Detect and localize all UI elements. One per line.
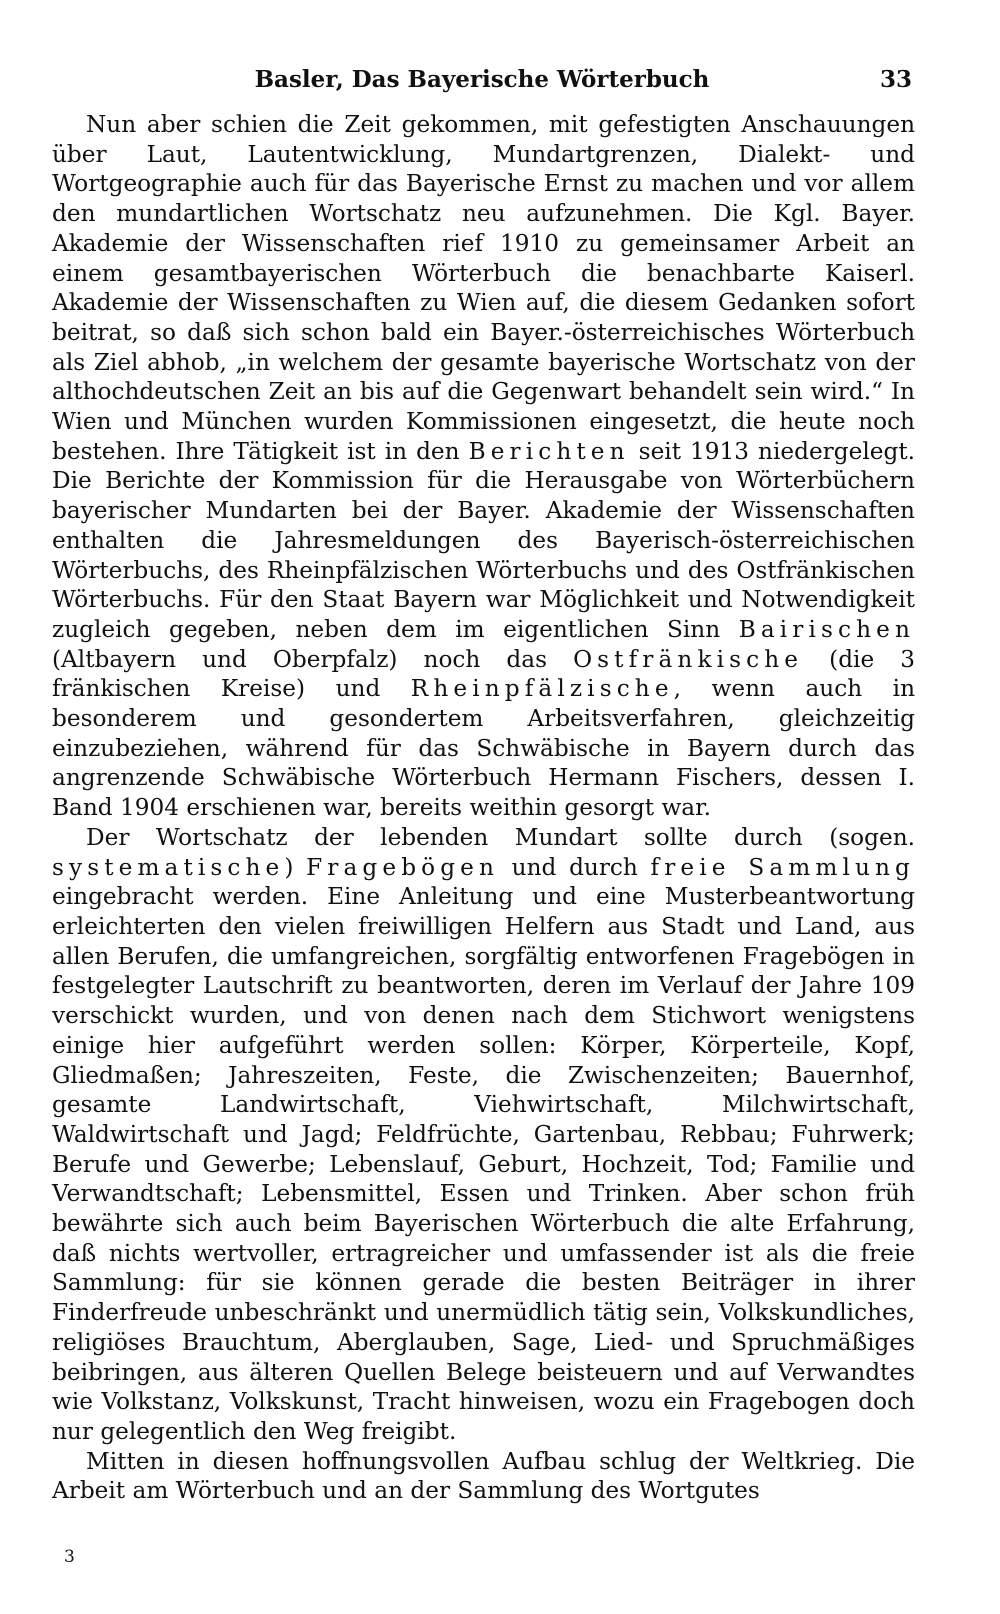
text-run: ) <box>284 853 307 881</box>
paragraph <box>52 823 915 1447</box>
text-run: (Altbayern und Oberpfalz) noch das <box>52 645 574 673</box>
paragraph <box>52 110 915 823</box>
paragraph <box>52 1447 915 1506</box>
text-run: und durch <box>499 853 651 881</box>
spaced-term: Berichten <box>468 437 630 465</box>
spaced-term: freie Sammlung <box>650 853 915 881</box>
spaced-term: Ostfränkische <box>573 645 804 673</box>
text-run: seit 1913 niedergelegt. Die Berichte der Kommission für die Herausgabe von Wörterbüchern bayerischer Mundarten bei der Bayer. Akademie der Wissenschaften enthalten die Jahresmeldungen des Bayerisch-österreichischen Wörterbuchs, des Rheinpfälzischen Wörterbuchs und des Ostfränkischen Wörterbuchs. Für den Staat Bayern war Möglichkeit und Notwendigkeit zugleich gegeben, neben dem im eigentlichen Sinn <box>52 437 916 643</box>
running-title: Basler, Das Bayerische Wörterbuch <box>254 66 710 93</box>
page-number: 33 <box>879 66 912 93</box>
spaced-term: Rheinpfälzische <box>410 675 674 703</box>
body-text <box>52 110 915 1506</box>
text-run: Mitten in diesen hoffnungsvollen Aufbau schlug der Weltkrieg. Die Arbeit am Wörterbuch und an der Sammlung des Wortgutes <box>52 1447 915 1505</box>
spaced-term: Bairischen <box>738 615 915 643</box>
text-run: Nun aber schien die Zeit gekommen, mit gefestigten Anschauungen über Laut, Lautentwicklung, Mundartgrenzen, Dialekt- und Wortgeographie auch für das Bayerische Ernst zu machen und vor allem den mundartlichen Wortschatz neu aufzunehmen. Die Kgl. Bayer. Akademie der Wissenschaften rief 1910 zu gemeinsamer Arbeit an einem gesamtbayerischen Wörterbuch die benachbarte Kaiserl. Akademie der Wissenschaften zu Wien auf, die diesem Gedanken sofort beitrat, so daß sich schon bald ein Bayer.-österreichisches Wörterbuch als Ziel abhob, „in welchem der gesamte bayerische Wortschatz von der althochdeutschen Zeit an bis auf die Gegenwart behandelt sein wird.“ In Wien und München wurden Kommissionen eingesetzt, die heute noch bestehen. Ihre Tätigkeit ist in den <box>52 111 915 465</box>
page-header <box>52 64 912 100</box>
spaced-term: Fragebögen <box>306 853 500 881</box>
text-run: eingebracht werden. Eine Anleitung und eine Musterbeantwortung erleichterten den vielen freiwilligen Helfern aus Stadt und Land, aus allen Berufen, die umfangreichen, sorgfältig entworfenen Fragebögen in festgelegter Lautschrift zu beantworten, deren im Verlauf der Jahre 109 verschickt wurden, und von denen nach dem Stichwort wenigstens einige hier aufgeführt werden sollen: Körper, Körperteile, Kopf, Gliedmaßen; Jahreszeiten, Feste, die Zwischenzeiten; Bauernhof, gesamte Landwirtschaft, Viehwirtschaft, Milchwirtschaft, Waldwirtschaft und Jagd; Feldfrüchte, Gartenbau, Rebbau; Fuhrwerk; Berufe und Gewerbe; Lebenslauf, Geburt, Hochzeit, Tod; Familie und Verwandtschaft; Lebensmittel, Essen und Trinken. Aber schon früh bewährte sich auch beim Bayerischen Wörterbuch die alte Erfahrung, daß nichts wertvoller, ertragreicher und umfassender ist als die freie Sammlung: für sie können gerade die besten Beiträger in ihrer Finderfreude unbeschränkt und unermüdlich tätig sein, Volkskundliches, religiöses Brauchtum, Aberglauben, Sage, Lied- und Spruchmäßiges beibringen, aus älteren Quellen Belege beisteuern und auf Verwandtes wie Volkstanz, Volkskunst, Tracht hinweisen, wozu ein Fragebogen doch nur gelegentlich den Weg freigibt. <box>52 883 915 1445</box>
signature-mark: 3 <box>64 1547 75 1567</box>
text-run: Der Wortschatz der lebenden Mundart sollte durch (sogen. <box>86 823 915 851</box>
text-run: (die 3 fränkischen Kreise) und <box>52 645 915 703</box>
text-run: , wenn auch in besonderem und gesondertem Arbeitsverfahren, gleichzeitig einzubeziehen, während für das Schwäbische in Bayern durch das angrenzende Schwäbische Wörterbuch Hermann Fischers, dessen I. Band 1904 erschienen war, bereits weithin gesorgt war. <box>52 675 916 822</box>
spaced-term: systematische <box>52 853 285 881</box>
